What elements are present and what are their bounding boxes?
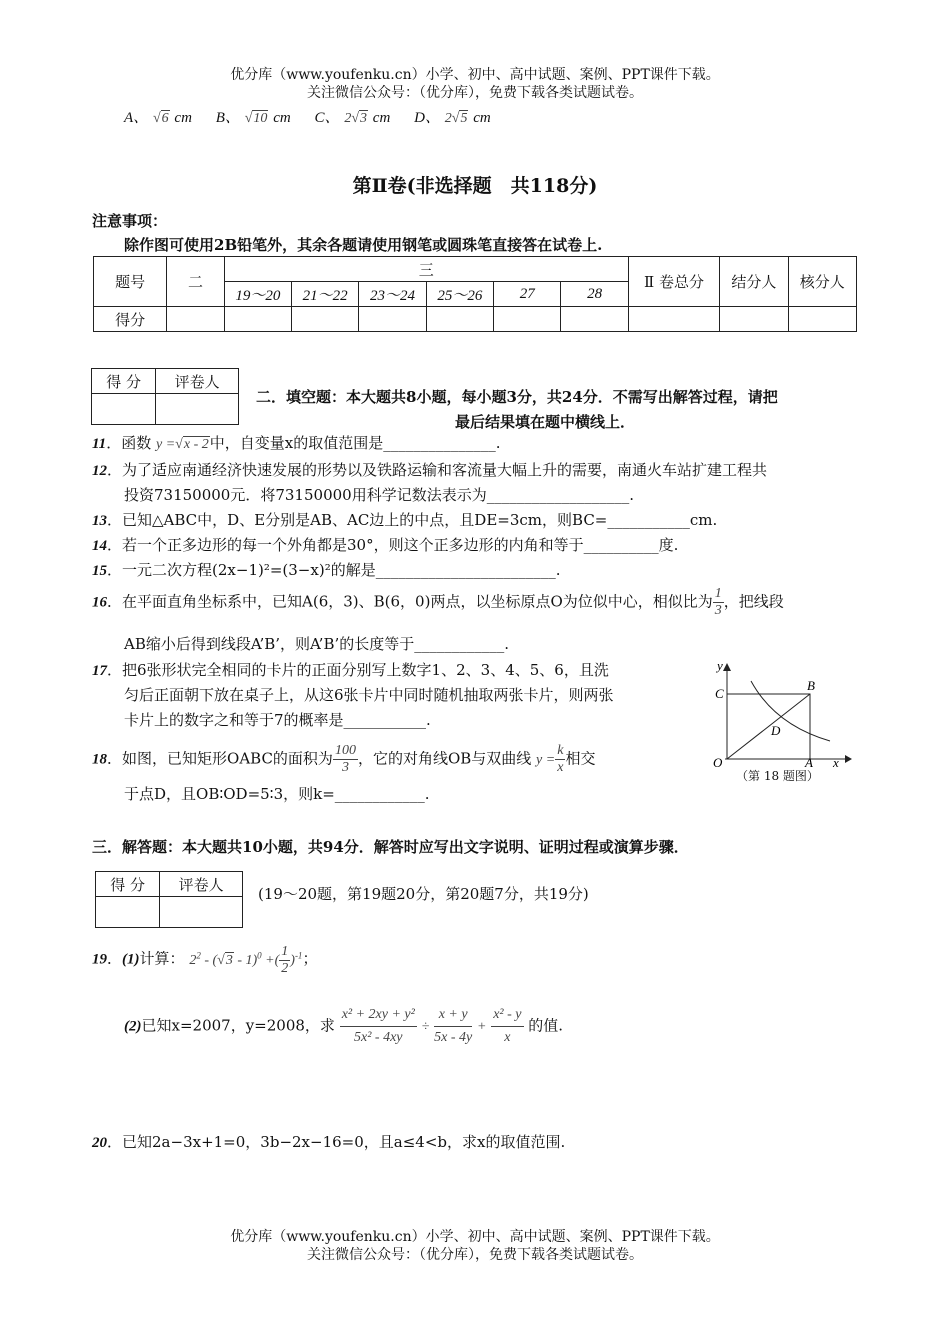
option-a-label: A、 bbox=[124, 110, 149, 126]
label-d: D bbox=[771, 723, 781, 738]
score-cell bbox=[494, 307, 561, 332]
label-y: y bbox=[717, 658, 723, 673]
question-17: 17．把6张形状完全相同的卡片的正面分别写上数字1、2、3、4、5、6，且洗 bbox=[92, 661, 609, 679]
q19-p1-a: 2 bbox=[189, 952, 197, 968]
question-15: 15．一元二次方程(2x−1)²=(3−x)²的解是________________________. bbox=[92, 561, 561, 579]
q18-hyp-y: y = bbox=[536, 752, 556, 768]
q16-fraction bbox=[713, 586, 724, 619]
q17-line3: 卡片上的数字之和等于7的概率是___________. bbox=[124, 711, 431, 729]
q19-p2-label: (2) bbox=[124, 1018, 142, 1035]
q19-f2-num: x + y bbox=[434, 1004, 472, 1027]
grader-box-cell bbox=[160, 897, 243, 928]
score-cell bbox=[628, 307, 719, 332]
question-12: 12．为了适应南通经济快速发展的形势以及铁路运输和客流量大幅上升的需要，南通火车站扩建工程共 bbox=[92, 461, 768, 479]
score-cell bbox=[359, 307, 426, 332]
score-table-score-label: 得分 bbox=[94, 307, 167, 332]
grader-box-score: 得 分 bbox=[96, 872, 160, 897]
q11-y: y bbox=[156, 437, 163, 452]
q19-fraction-2 bbox=[434, 1004, 472, 1049]
q19-p1-d: +( bbox=[261, 952, 280, 968]
option-a-unit: cm bbox=[174, 110, 192, 126]
q11-radicand: x - 2 bbox=[183, 437, 209, 452]
part3-title: 三．解答题：本大题共10小题，共94分．解答时应写出文字说明、证明过程或演算步骤． bbox=[92, 838, 689, 856]
q15-number: 15 bbox=[92, 563, 107, 579]
hyperbola bbox=[751, 681, 830, 741]
q18-fraction bbox=[333, 743, 358, 776]
score-table-col-1: 19～20 bbox=[224, 282, 291, 307]
q18-frac-den: 3 bbox=[341, 760, 349, 775]
q20-text: 已知2a−3x+1=0，3b−2x−16=0，且a≤4<b，求x的取值范围. bbox=[122, 1133, 566, 1151]
footer-line-1: 优分库（www.youfenku.cn）小学、初中、高中试题、案例、PPT课件下载。 bbox=[230, 1229, 720, 1245]
option-d-value: 5 bbox=[460, 111, 468, 126]
q19-p1-frac-num: 1 bbox=[281, 944, 289, 959]
option-d-coef: 2 bbox=[444, 111, 452, 126]
q18-hyp-num: k bbox=[557, 743, 564, 758]
q16-frac-num: 1 bbox=[714, 586, 722, 601]
q19-p1-radicand: 3 bbox=[225, 952, 233, 968]
q18-pre: 如图，已知矩形OABC的面积为 bbox=[122, 749, 333, 768]
question-19-part2 bbox=[124, 1004, 563, 1049]
option-c-label: C、 bbox=[314, 110, 340, 126]
q19-p2-end: 的值. bbox=[528, 1016, 564, 1035]
part3-note: (19～20题，第19题20分，第20题7分，共19分) bbox=[258, 885, 589, 903]
grader-box-score: 得 分 bbox=[92, 369, 156, 394]
q19-f1-num: x² + 2xy + y² bbox=[340, 1004, 417, 1027]
grader-box-cell bbox=[92, 394, 156, 425]
q15-text: 一元二次方程(2x−1)²=(3−x)²的解是________________________. bbox=[122, 561, 561, 579]
q19-p1-text: 计算： bbox=[139, 949, 185, 968]
q19-p1-frac-den: 2 bbox=[281, 961, 289, 976]
question-20: 20．已知2a−3x+1=0，3b−2x−16=0，且a≤4<b，求x的取值范围. bbox=[92, 1133, 566, 1151]
q20-number: 20 bbox=[92, 1135, 107, 1151]
q17-line1: 把6张形状完全相同的卡片的正面分别写上数字1、2、3、4、5、6，且洗 bbox=[122, 661, 609, 679]
q18-frac-num: 100 bbox=[334, 743, 356, 758]
notice-title: 注意事项： bbox=[92, 212, 168, 230]
option-c-coef: 2 bbox=[344, 111, 352, 126]
q16-line1-post: ，把线段 bbox=[723, 592, 784, 611]
option-b-value: 10 bbox=[253, 111, 268, 126]
grader-box-cell bbox=[96, 897, 160, 928]
label-x: x bbox=[833, 755, 839, 770]
option-d-unit: cm bbox=[473, 110, 491, 126]
option-c-unit: cm bbox=[372, 110, 391, 126]
q16-frac-den: 3 bbox=[714, 603, 722, 618]
section-title: 第Ⅱ卷(非选择题 共118分) bbox=[352, 175, 598, 197]
q19-p1-expression: $2^2 - (√3 - 1)^0$ +( $\frac{1}{2}$ )$^{-1}$ bbox=[189, 944, 303, 976]
q17-line2: 匀后正面朝下放在桌子上，从这6张卡片中同时随机抽取两张卡片，则两张 bbox=[124, 686, 614, 704]
q19-number: 19 bbox=[92, 951, 107, 968]
label-c: C bbox=[715, 686, 724, 701]
q18-post: 相交 bbox=[565, 749, 596, 768]
score-cell bbox=[426, 307, 493, 332]
x-axis-arrow bbox=[845, 755, 852, 763]
notice-text: 除作图可使用2B铅笔外，其余各题请使用钢笔或圆珠笔直接答在试卷上. bbox=[124, 236, 603, 254]
q13-number: 13 bbox=[92, 513, 107, 529]
label-a: A bbox=[805, 755, 813, 770]
question-14: 14．若一个正多边形的每一个外角都是30°，则这个正多边形的内角和等于__________度. bbox=[92, 536, 679, 554]
y-axis-arrow bbox=[723, 663, 731, 671]
q12-line1: 为了适应南通经济快速发展的形势以及铁路运输和客流量大幅上升的需要，南通火车站扩建工程共 bbox=[122, 461, 768, 479]
q18-hyp-fraction bbox=[555, 743, 565, 776]
part2-title-line2: 最后结果填在题中横线上． bbox=[455, 413, 636, 431]
q19-f3-den: x bbox=[504, 1030, 511, 1045]
grader-box-cell bbox=[156, 394, 239, 425]
q11-number: 11 bbox=[92, 436, 107, 452]
score-table-three: 三 bbox=[224, 257, 628, 282]
question-13: 13．已知△ABC中，D、E分别是AB、AC边上的中点，且DE=3cm，则BC=___________cm. bbox=[92, 511, 718, 529]
answer-options: A、 √6 cm B、 √10 cm C、 2√3 cm D、 2√5 cm bbox=[124, 110, 491, 126]
q19-f1-den: 5x² - 4xy bbox=[354, 1030, 403, 1045]
q19-fraction-3 bbox=[491, 1004, 523, 1049]
q18-hyp-den: x bbox=[557, 760, 564, 775]
q13-text: 已知△ABC中，D、E分别是AB、AC边上的中点，且DE=3cm，则BC=___________cm. bbox=[122, 511, 718, 529]
part2-title-line1: 二．填空题：本大题共8小题，每小题3分，共24分．不需写出解答过程，请把 bbox=[256, 388, 778, 406]
q19-p1-label: (1) bbox=[122, 951, 140, 968]
q19-p1-c: - 1) bbox=[233, 952, 258, 968]
q18-number: 18 bbox=[92, 751, 107, 768]
score-table-checker: 核分人 bbox=[788, 257, 856, 307]
header-line-1: 优分库（www.youfenku.cn）小学、初中、高中试题、案例、PPT课件下载。 bbox=[230, 67, 720, 83]
score-cell bbox=[167, 307, 224, 332]
score-table-two: 二 bbox=[167, 257, 224, 307]
score-table-col-5: 27 bbox=[494, 282, 561, 307]
option-c-value: 3 bbox=[360, 111, 368, 126]
option-d-label: D、 bbox=[414, 110, 440, 126]
grader-box-part3 bbox=[95, 871, 243, 928]
label-o: O bbox=[713, 755, 723, 770]
score-table-qnum: 题号 bbox=[94, 257, 167, 307]
score-table-col-2: 21～22 bbox=[292, 282, 359, 307]
q19-p1-b: - ( bbox=[200, 952, 218, 968]
q16-line1-pre: 在平面直角坐标系中，已知A(6，3)、B(6，0)两点，以坐标原点O为位似中心，相似比为 bbox=[122, 592, 713, 611]
score-table-col-6: 28 bbox=[561, 282, 628, 307]
score-table-total: Ⅱ 卷总分 bbox=[628, 257, 719, 307]
score-cell bbox=[720, 307, 788, 332]
q19-p1-end: ； bbox=[302, 949, 318, 968]
score-table-col-4: 25～26 bbox=[426, 282, 493, 307]
q19-p1-fraction bbox=[279, 944, 290, 977]
figure-18-caption: （第 18 题图） bbox=[736, 769, 819, 783]
q19-p1-sup-c: 0 bbox=[257, 950, 262, 961]
label-b: B bbox=[807, 678, 815, 693]
q19-f2-den: 5x - 4y bbox=[434, 1030, 473, 1045]
q12-line2: 投资73150000元．将73150000用科学记数法表示为___________________. bbox=[124, 486, 634, 504]
q17-number: 17 bbox=[92, 663, 107, 679]
q19-f3-num: x² - y bbox=[491, 1004, 523, 1027]
q16-number: 16 bbox=[92, 594, 107, 611]
q11-pre: 函数 bbox=[121, 434, 152, 452]
q12-number: 12 bbox=[92, 463, 107, 479]
q14-text: 若一个正多边形的每一个外角都是30°，则这个正多边形的内角和等于__________度. bbox=[122, 536, 679, 554]
header-line-2: 关注微信公众号：（优分库），免费下载各类试题试卷。 bbox=[307, 85, 643, 101]
q18-line2: 于点D，且OB∶OD=5∶3，则k=____________. bbox=[124, 785, 430, 803]
question-16: 16．在平面直角坐标系中，已知A(6，3)、B(6，0)两点，以坐标原点O为位似中心，相似比为 $\frac{1}{3}$ ，把线段 bbox=[92, 586, 784, 618]
score-cell bbox=[292, 307, 359, 332]
question-18: 18．如图，已知矩形OABC的面积为 $\frac{100}{3}$ ，它的对角线OB与双曲线 y = $\frac{k}{x}$ 相交 bbox=[92, 743, 596, 775]
score-table bbox=[93, 256, 857, 332]
q19-p2-text: 已知x=2007，y=2008，求 bbox=[141, 1016, 335, 1035]
q11-post: 中，自变量x的取值范围是_______________. bbox=[209, 434, 501, 452]
option-b-unit: cm bbox=[273, 110, 291, 126]
question-19-part1: 19．(1)计算： $2^2 - (√3 - 1)^0$ +( $\frac{1}{2}$ )$^{-1}$； bbox=[92, 944, 318, 976]
q19-op2: + bbox=[476, 1019, 487, 1035]
grader-box-grader: 评卷人 bbox=[160, 872, 243, 897]
score-cell bbox=[224, 307, 291, 332]
footer-line-2: 关注微信公众号：（优分库），免费下载各类试题试卷。 bbox=[307, 1247, 643, 1263]
grader-box-grader: 评卷人 bbox=[156, 369, 239, 394]
score-cell bbox=[561, 307, 628, 332]
grader-box-part2 bbox=[91, 368, 239, 425]
q19-op1: ÷ bbox=[421, 1019, 430, 1035]
score-table-scorer: 结分人 bbox=[720, 257, 788, 307]
q19-p1-e: ) bbox=[290, 952, 295, 968]
q16-line2: AB缩小后得到线段A’B’，则A’B’的长度等于____________. bbox=[124, 635, 509, 653]
q19-fraction-1 bbox=[340, 1004, 417, 1049]
score-cell bbox=[788, 307, 856, 332]
option-b-label: B、 bbox=[215, 110, 240, 126]
q18-mid: ，它的对角线OB与双曲线 bbox=[357, 749, 532, 768]
question-11: 11．函数 y =√x - 2中，自变量x的取值范围是_______________. bbox=[92, 434, 501, 452]
score-table-col-3: 23～24 bbox=[359, 282, 426, 307]
q19-p1-sup-e: -1 bbox=[294, 950, 303, 961]
q11-eq: = bbox=[165, 437, 176, 452]
q19-p1-sup-a: 2 bbox=[196, 950, 201, 961]
q14-number: 14 bbox=[92, 538, 107, 554]
option-a-value: 6 bbox=[161, 111, 169, 126]
diagonal-ob bbox=[727, 694, 810, 759]
